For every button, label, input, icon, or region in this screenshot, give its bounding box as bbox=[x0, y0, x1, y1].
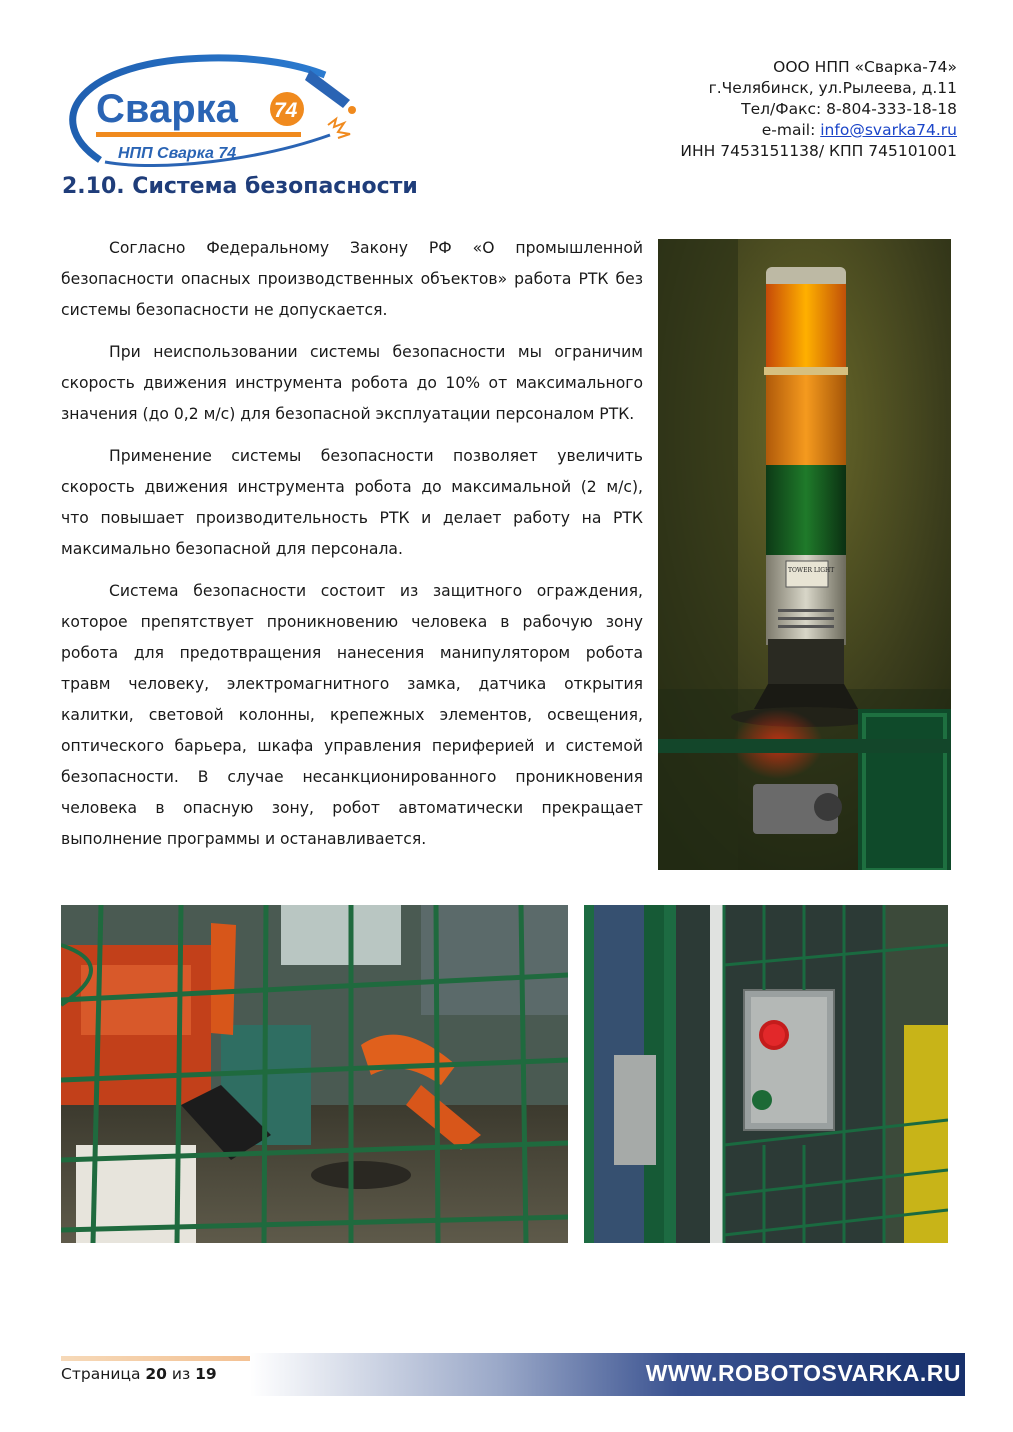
company-email-line bbox=[680, 120, 957, 141]
email-link[interactable]: info@svarka74.ru bbox=[820, 121, 957, 139]
paragraph: Применение системы безопасности позволяет увеличить скорость движения инструмента робота до максимальной (2 м/с), что повышает производительность РТК и делает работу на РТК максимально безопасной для персонала. bbox=[61, 447, 643, 558]
section-title: 2.10. Система безопасности bbox=[62, 174, 418, 199]
signal-tower-photo bbox=[658, 239, 951, 870]
robot-cell-photo bbox=[61, 905, 568, 1243]
email-label: e-mail: bbox=[761, 121, 821, 139]
page-separator: из bbox=[166, 1365, 196, 1383]
body-text bbox=[61, 233, 643, 866]
tower-light-label: TOWER LIGHT bbox=[788, 567, 835, 574]
website-url[interactable]: WWW.ROBOTOSVARKA.RU bbox=[645, 1360, 961, 1386]
logo-number: 74 bbox=[274, 99, 298, 122]
paragraph: Согласно Федеральному Закону РФ «О промышленной безопасности опасных производственных объектов» работа РТК без системы безопасности не допускается. bbox=[61, 239, 643, 319]
company-address: г.Челябинск, ул.Рылеева, д.11 bbox=[708, 79, 957, 97]
company-inn: ИНН 7453151138/ КПП 745101001 bbox=[680, 142, 957, 160]
page-prefix: Страница bbox=[61, 1365, 146, 1383]
door-lock-photo bbox=[584, 905, 948, 1243]
paragraph: Система безопасности состоит из защитного ограждения, которое препятствует проникновению человека в рабочую зону робота для предотвращения нанесения манипулятором робота травм человеку, электромагнитного замка, датчика открытия калитки, световой колонны, крепежных элементов, освещения, оптического барьера, шкафа управления периферией и системой безопасности. В случае несанкционированного проникновения человека в опасную зону, робот автоматически прекращает выполнение программы и останавливается. bbox=[61, 582, 643, 848]
company-name: ООО НПП «Сварка-74» bbox=[773, 58, 957, 76]
company-info bbox=[680, 57, 957, 162]
page-current: 20 bbox=[145, 1365, 167, 1383]
paragraph: При неиспользовании системы безопасности мы ограничим скорость движения инструмента робота до 10% от максимального значения (до 0,2 м/с) для безопасной эксплуатации персоналом РТК. bbox=[61, 343, 643, 423]
company-phone: Тел/Факс: 8-804-333-18-18 bbox=[741, 100, 957, 118]
logo-brand: Сварка bbox=[96, 87, 238, 131]
page-total: 19 bbox=[195, 1365, 217, 1383]
company-logo bbox=[60, 50, 360, 170]
footer-divider bbox=[61, 1346, 965, 1351]
page-number bbox=[61, 1365, 217, 1383]
logo-subtitle: НПП Сварка 74 bbox=[118, 145, 237, 162]
